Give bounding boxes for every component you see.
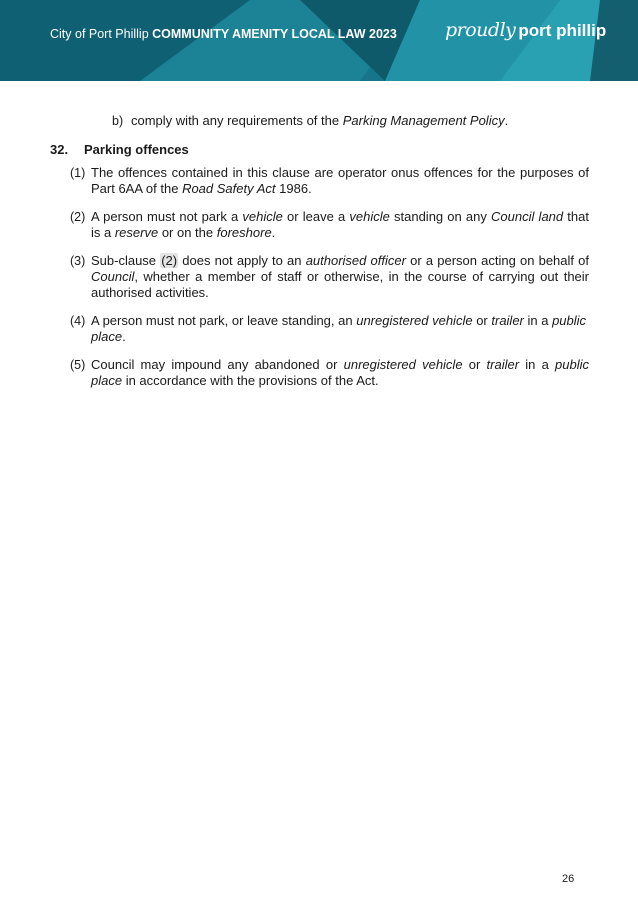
subclause-marker: (5): [70, 358, 86, 372]
defined-term: trailer: [491, 313, 524, 328]
text-run: A person must not park, or leave standing, an: [91, 313, 357, 328]
text-run: , whether a member of staff or otherwise, in the course of carrying out their authorised activities.: [91, 269, 589, 300]
text-run: .: [271, 225, 276, 240]
defined-term: Road Safety Act: [182, 181, 276, 196]
page-number: 26: [562, 873, 575, 885]
text-run: or: [472, 313, 492, 328]
subclause-marker: (3): [70, 254, 86, 268]
text-run: in accordance with the provisions of the Act.: [122, 373, 379, 388]
defined-term: vehicle: [242, 209, 283, 224]
subclause-5-text: [91, 357, 589, 389]
text-run: Council may impound any abandoned or: [91, 357, 344, 372]
defined-term: unregistered vehicle: [356, 313, 473, 328]
text-run: or leave a: [282, 209, 350, 224]
subclause-4-text: [91, 313, 589, 345]
text-run: The offences contained in this clause are operator onus offences for the purposes of Part 6AA of the: [91, 165, 589, 196]
text-run: Sub-clause: [91, 253, 161, 268]
subclause-3-text: [91, 253, 589, 301]
clause-number: 32.: [50, 142, 69, 157]
title-prefix: City of Port Phillip: [50, 27, 153, 41]
defined-term: reserve: [114, 225, 159, 240]
text-run: or: [462, 357, 487, 372]
defined-term: trailer: [486, 357, 520, 372]
text-run: standing on any: [389, 209, 492, 224]
text-run: in a: [523, 313, 553, 328]
text-run: that is a: [91, 209, 589, 240]
defined-term: Parking Management Policy: [342, 113, 505, 128]
item-marker: b): [112, 114, 124, 128]
subclause-2-text: [91, 209, 589, 241]
defined-term: public place: [91, 357, 589, 388]
text-run: does not apply to an: [178, 253, 306, 268]
subclause-cross-reference[interactable]: (2): [161, 253, 178, 268]
subclause-marker: (4): [70, 314, 86, 328]
defined-term: unregistered vehicle: [343, 357, 463, 372]
defined-term: public place: [91, 313, 587, 344]
subclause-1-text: [91, 165, 589, 197]
title-strong: COMMUNITY AMENITY LOCAL LAW 2023: [152, 27, 397, 41]
logo-bold-text: port phillip: [518, 21, 607, 40]
defined-term: Council land: [491, 209, 564, 224]
text-run: comply with any requirements of the: [131, 113, 343, 128]
text-run: or a person acting on behalf of: [405, 253, 590, 268]
subclause-marker: (2): [70, 210, 86, 224]
defined-term: authorised officer: [305, 253, 406, 268]
text-run: in a: [519, 357, 556, 372]
logo-script-text: proudly: [445, 19, 516, 41]
text-run: .: [122, 329, 126, 344]
page-header: [0, 0, 638, 81]
defined-term: Council: [91, 269, 135, 284]
subclause-marker: (1): [70, 166, 86, 180]
clause-title: Parking offences: [84, 142, 189, 157]
clause-heading: [50, 142, 189, 157]
proudly-port-phillip-logo: [445, 19, 606, 41]
defined-term: foreshore: [216, 225, 272, 240]
item-b-text: [131, 113, 601, 129]
text-run: .: [504, 113, 509, 128]
defined-term: vehicle: [349, 209, 390, 224]
text-run: 1986.: [275, 181, 312, 196]
text-run: A person must not park a: [91, 209, 243, 224]
text-run: or on the: [158, 225, 217, 240]
document-title: [50, 27, 397, 41]
